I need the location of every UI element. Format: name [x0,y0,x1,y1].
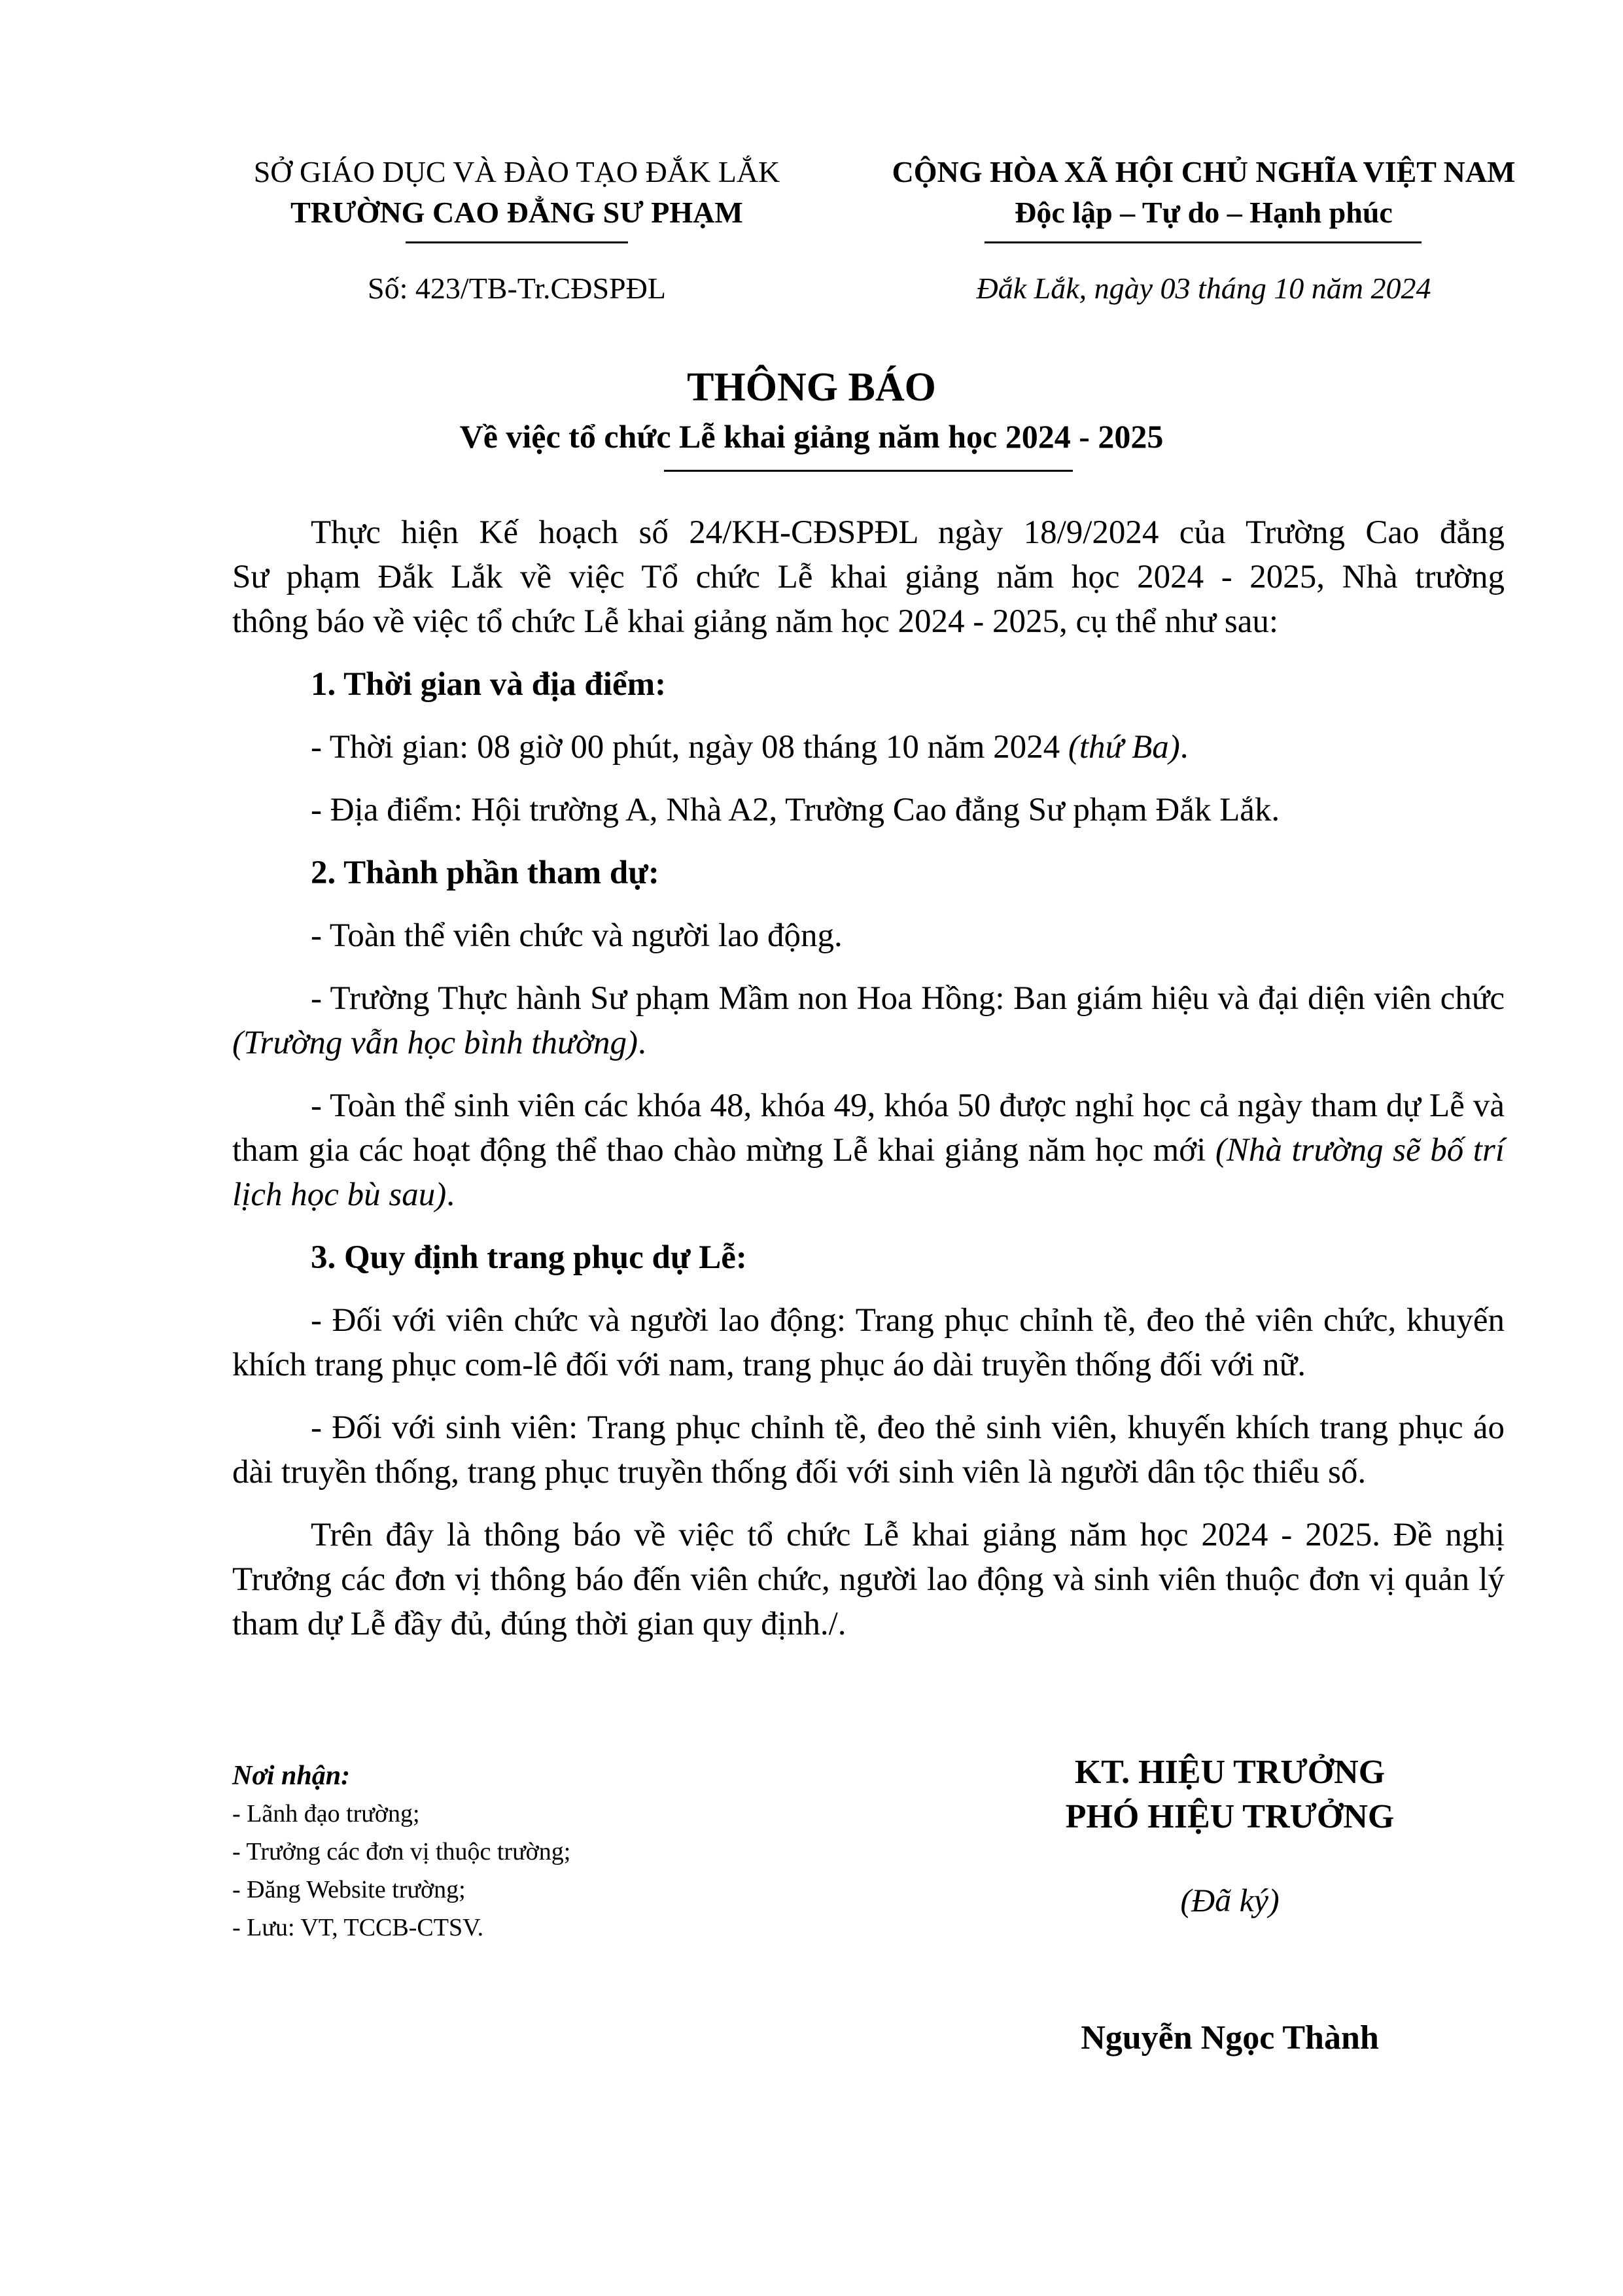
national-header [844,152,1563,233]
signature-block [981,1750,1478,1839]
signer-role-2: PHÓ HIỆU TRƯỞNG [1065,1798,1395,1835]
recipients-title: Nơi nhận: [232,1761,351,1791]
recipient-item: - Lưu: VT, TCCB-CTSV. [232,1914,484,1941]
intro-paragraph [232,510,1505,644]
recipient-item: - Trưởng các đơn vị thuộc trường; [232,1838,571,1865]
attendee-students-text: - Toàn thể sinh viên các khóa 48, khóa 49, khóa 50 được nghỉ học cả ngày tham dự Lễ và tham gia các hoạt động thể thao chào mừng Lễ khai giảng năm học mới [232,1087,1505,1169]
document-body [232,510,1505,1665]
intro-line-2: Sư phạm Đắk Lắk về việc Tổ chức Lễ khai giảng năm học 2024 - 2025, Nhà trường [232,559,1505,595]
event-time-note: (thứ Ba) [1068,729,1180,766]
document-subtitle: Về việc tổ chức Lễ khai giảng năm học 2024 - 2025 [459,418,1164,455]
attendee-students [232,1084,1505,1217]
issuer-underline [406,241,628,243]
dress-code-students: - Đối với sinh viên: Trang phục chỉnh tề, đeo thẻ sinh viên, khuyến khích trang phục áo dài truyền thống, trang phục truyền thống đối với sinh viên là người dân tộc thiểu số. [232,1409,1505,1491]
section-2-heading: 2. Thành phần tham dự: [311,855,659,891]
signed-note: (Đã ký) [1180,1882,1280,1918]
subtitle-underline [664,470,1073,472]
recipient-item: - Đăng Website trường; [232,1876,466,1903]
closing-paragraph: Trên đây là thông báo về việc tổ chức Lễ khai giảng năm học 2024 - 2025. Đề nghị Trưởng các đơn vị thông báo đến viên chức, người lao động và sinh viên thuộc đơn vị quản lý tham dự Lễ đầy đủ, đúng thời gian quy định./. [232,1517,1505,1642]
signer-name: Nguyễn Ngọc Thành [1081,2019,1379,2057]
attendee-staff: - Toàn thể viên chức và người lao động. [311,917,843,954]
recipient-item: - Lãnh đạo trường; [232,1800,420,1828]
section-1-heading: 1. Thời gian và địa điểm: [311,666,667,703]
motto-underline [985,241,1422,243]
intro-line-1: Thực hiện Kế hoạch số 24/KH-CĐSPĐL ngày 18/9/2024 của Trường Cao đẳng [311,514,1505,551]
attendee-kindergarten-text: - Trường Thực hành Sư phạm Mầm non Hoa Hồng: Ban giám hiệu và đại diện viên chức [311,980,1505,1017]
school-name: TRƯỜNG CAO ĐẲNG SƯ PHẠM [290,196,743,229]
national-motto: Độc lập – Tự do – Hạnh phúc [1015,196,1393,229]
intro-line-3: thông báo về việc tổ chức Lễ khai giảng năm học 2024 - 2025, cụ thể như sau: [232,603,1279,640]
country-name: CỘNG HÒA XÃ HỘI CHỦ NGHĨA VIỆT NAM [892,155,1516,188]
ministry-name: SỞ GIÁO DỤC VÀ ĐÀO TẠO ĐẮK LẮK [253,155,780,188]
section-3-heading: 3. Quy định trang phục dự Lễ: [311,1239,747,1276]
attendee-students-end: . [446,1176,455,1213]
attendee-kindergarten [232,976,1505,1065]
event-place: - Địa điểm: Hội trường A, Nhà A2, Trường Cao đẳng Sư phạm Đắk Lắk. [311,792,1280,828]
attendee-kindergarten-end: . [638,1025,646,1061]
document-number: Số: 423/TB-Tr.CĐSPĐL [368,272,666,305]
place-date: Đắk Lắk, ngày 03 tháng 10 năm 2024 [976,272,1431,305]
event-time-end: . [1179,729,1189,766]
event-time [232,725,1505,769]
dress-code-staff: - Đối với viên chức và người lao động: Trang phục chỉnh tề, đeo thẻ viên chức, khuyến khích trang phục com-lê đối với nam, trang phục áo dài truyền thống đối với nữ. [232,1302,1505,1383]
event-time-text: - Thời gian: 08 giờ 00 phút, ngày 08 tháng 10 năm 2024 [311,729,1068,766]
signer-role-1: KT. HIỆU TRƯỞNG [1074,1754,1386,1791]
attendee-kindergarten-note: (Trường vẫn học bình thường) [232,1025,638,1061]
recipients-block [232,1757,570,1947]
issuer-block [196,152,837,233]
attendee-students-note: (Nhà trường sẽ bố trí lịch học bù sau) [232,1132,1505,1213]
document-title: THÔNG BÁO [687,365,936,410]
